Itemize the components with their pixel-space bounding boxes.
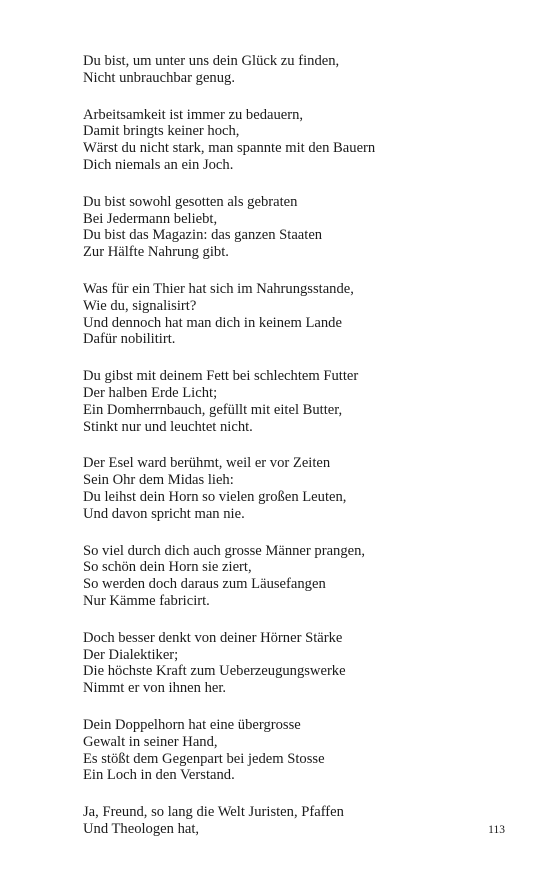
poem-line: Ein Domherrnbauch, gefüllt mit eitel Butter, xyxy=(83,401,343,418)
stanza-8 xyxy=(83,630,503,697)
poem-line: Damit bringts keiner hoch, xyxy=(83,123,240,140)
poem-line: Du leihst dein Horn so vielen großen Leuten, xyxy=(83,488,347,505)
poem-line: So viel durch dich auch grosse Männer prangen, xyxy=(83,542,366,559)
poem-line: Der Esel ward berühmt, weil er vor Zeiten xyxy=(83,455,331,472)
stanza-1 xyxy=(83,53,503,87)
stanza-10 xyxy=(83,804,503,838)
stanza-6 xyxy=(83,455,503,522)
poem-line: Doch besser denkt von deiner Hörner Stärke xyxy=(83,629,343,646)
poem-line: Du bist das Magazin: das ganzen Staaten xyxy=(83,227,323,244)
poem-line: Und Theologen hat, xyxy=(83,820,200,837)
poem-line: Du gibst mit deinem Fett bei schlechtem Futter xyxy=(83,368,359,385)
poem-line: Gewalt in seiner Hand, xyxy=(83,733,218,750)
poem-line: Zur Hälfte Nahrung gibt. xyxy=(83,244,229,261)
poem-line: Stinkt nur und leuchtet nicht. xyxy=(83,418,253,435)
poem-line: Wärst du nicht stark, man spannte mit den Bauern xyxy=(83,140,376,157)
poem-line: Du bist, um unter uns dein Glück zu finden, xyxy=(83,53,340,69)
stanza-9 xyxy=(83,717,503,784)
poem-line: Der Dialektiker; xyxy=(83,646,179,663)
poem-line: Arbeitsamkeit ist immer zu bedauern, xyxy=(83,106,304,123)
poem-line: Die höchste Kraft zum Ueberzeugungswerke xyxy=(83,663,346,680)
poem-line: Nicht unbrauchbar genug. xyxy=(83,69,235,86)
stanza-4 xyxy=(83,281,503,348)
page-number: 113 xyxy=(488,824,505,836)
poem-line: Dich niemals an ein Joch. xyxy=(83,156,234,173)
poem-line: Was für ein Thier hat sich im Nahrungsstande, xyxy=(83,280,354,297)
poem-line: Und dennoch hat man dich in keinem Lande xyxy=(83,314,342,331)
stanza-3 xyxy=(83,194,503,261)
poem-line: Sein Ohr dem Midas lieh: xyxy=(83,472,234,489)
stanza-2 xyxy=(83,107,503,174)
poem-line: Bei Jedermann beliebt, xyxy=(83,210,218,227)
poem-line: So werden doch daraus zum Läusefangen xyxy=(83,576,326,593)
poem-line: Du bist sowohl gesotten als gebraten xyxy=(83,193,298,210)
poem-line: So schön dein Horn sie ziert, xyxy=(83,559,252,576)
poem-line: Dafür nobilitirt. xyxy=(83,331,176,348)
stanza-5 xyxy=(83,368,503,435)
poem-line: Nur Kämme fabricirt. xyxy=(83,592,210,609)
poem-line: Es stößt dem Gegenpart bei jedem Stosse xyxy=(83,750,325,767)
poem-text xyxy=(83,53,503,858)
poem-line: Dein Doppelhorn hat eine übergrosse xyxy=(83,716,301,733)
poem-line: Nimmt er von ihnen her. xyxy=(83,680,227,697)
poem-line: Ein Loch in den Verstand. xyxy=(83,767,235,784)
stanza-7 xyxy=(83,543,503,610)
poem-line: Und davon spricht man nie. xyxy=(83,505,245,522)
poem-line: Ja, Freund, so lang die Welt Juristen, Pfaffen xyxy=(83,804,344,821)
poem-line: Der halben Erde Licht; xyxy=(83,384,218,401)
poem-line: Wie du, signalisirt? xyxy=(83,297,197,314)
